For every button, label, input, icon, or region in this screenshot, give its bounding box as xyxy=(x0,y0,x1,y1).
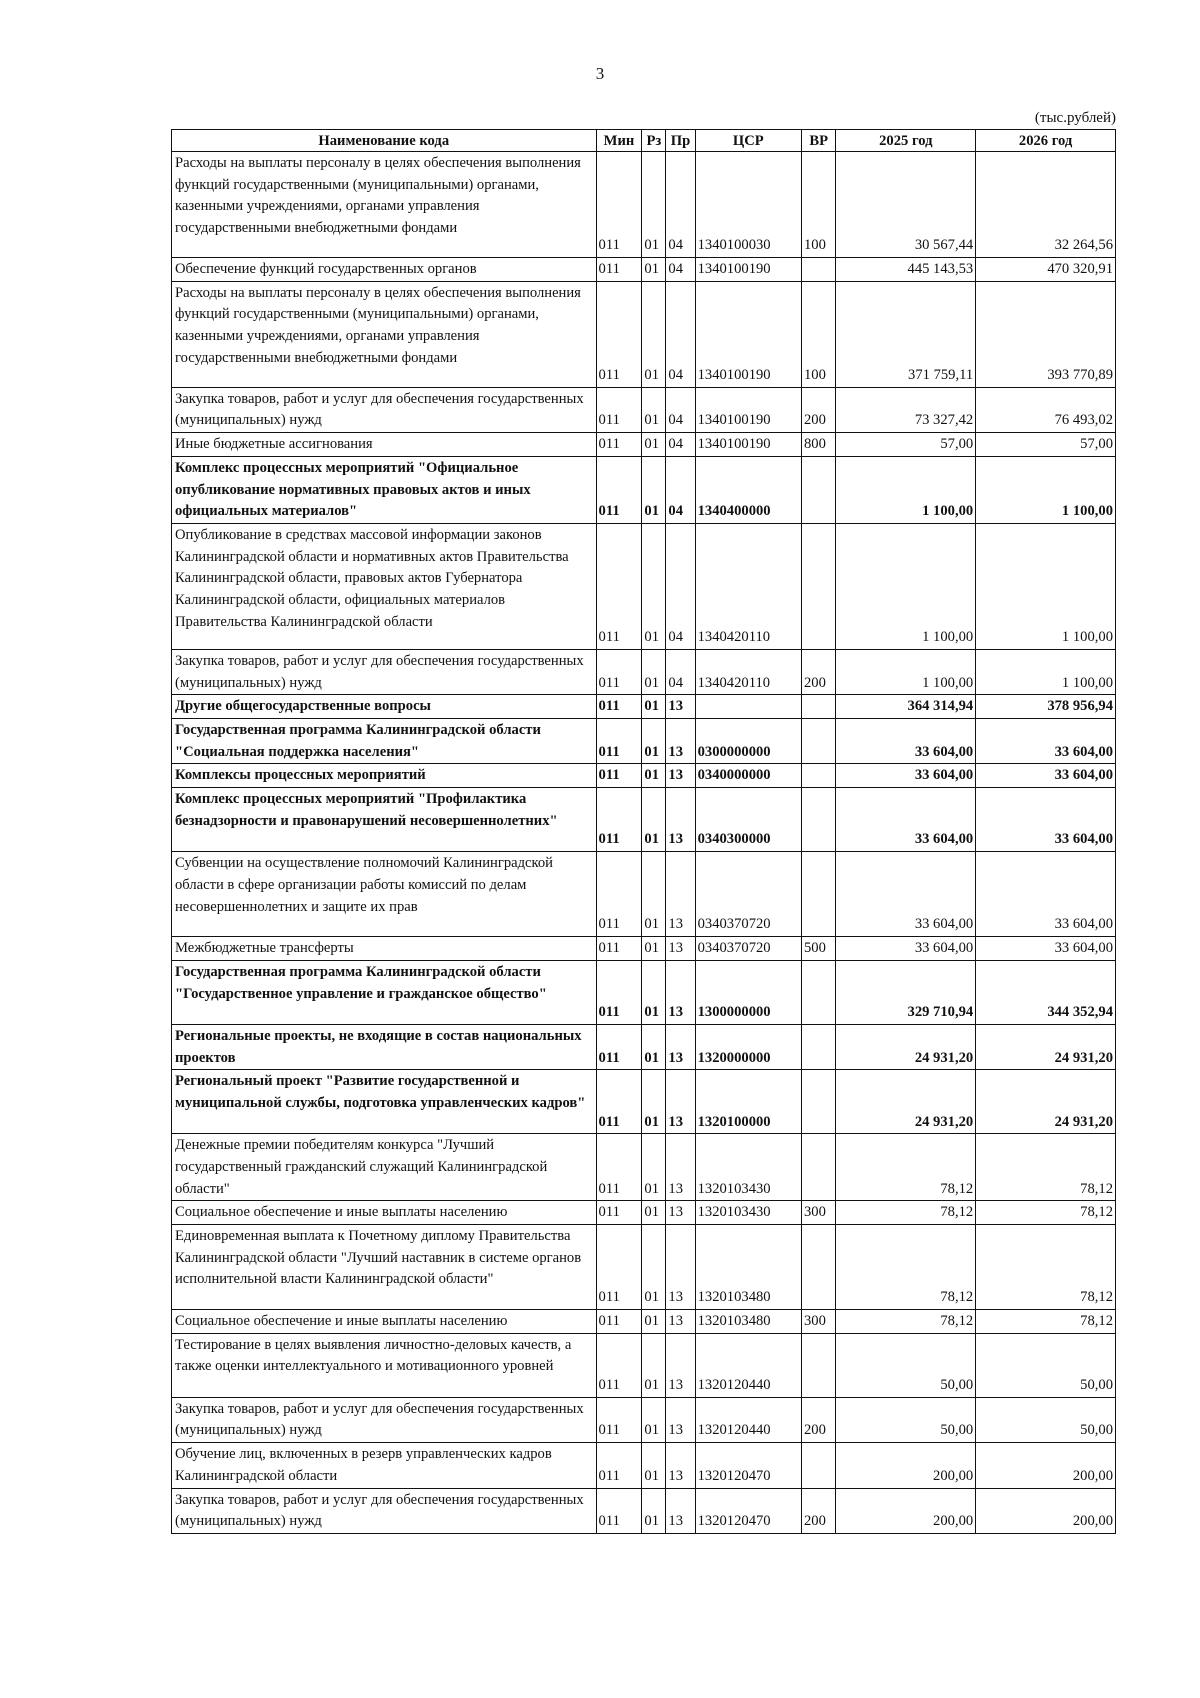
cell-min: 011 xyxy=(596,788,642,852)
cell-pr: 13 xyxy=(666,719,695,764)
cell-2026: 344 352,94 xyxy=(976,960,1116,1024)
cell-rz: 01 xyxy=(642,1225,666,1310)
header-rz: Рз xyxy=(642,130,666,152)
cell-2025: 24 931,20 xyxy=(836,1024,976,1069)
cell-vr xyxy=(802,523,836,649)
cell-2025: 200,00 xyxy=(836,1443,976,1488)
header-vr: ВР xyxy=(802,130,836,152)
cell-min: 011 xyxy=(596,433,642,457)
table-row xyxy=(172,1134,1116,1201)
table-row xyxy=(172,152,1116,258)
cell-vr: 500 xyxy=(802,937,836,961)
cell-min: 011 xyxy=(596,152,642,258)
cell-vr: 800 xyxy=(802,433,836,457)
cell-vr xyxy=(802,764,836,788)
header-name: Наименование кода xyxy=(172,130,597,152)
cell-vr: 100 xyxy=(802,281,836,387)
cell-vr xyxy=(802,1134,836,1201)
table-row xyxy=(172,1397,1116,1442)
cell-rz: 01 xyxy=(642,258,666,282)
cell-vr: 200 xyxy=(802,1488,836,1533)
cell-vr xyxy=(802,456,836,523)
cell-vr xyxy=(802,1024,836,1069)
cell-2025: 200,00 xyxy=(836,1488,976,1533)
cell-csr: 1340420110 xyxy=(695,649,801,694)
cell-min: 011 xyxy=(596,258,642,282)
cell-2026: 200,00 xyxy=(976,1443,1116,1488)
cell-2026: 57,00 xyxy=(976,433,1116,457)
header-2025: 2025 год xyxy=(836,130,976,152)
cell-rz: 01 xyxy=(642,1397,666,1442)
cell-rz: 01 xyxy=(642,788,666,852)
cell-2025: 78,12 xyxy=(836,1310,976,1334)
cell-min: 011 xyxy=(596,1070,642,1134)
cell-2026: 393 770,89 xyxy=(976,281,1116,387)
cell-pr: 13 xyxy=(666,1134,695,1201)
cell-2025: 33 604,00 xyxy=(836,764,976,788)
header-csr: ЦСР xyxy=(695,130,801,152)
cell-vr xyxy=(802,960,836,1024)
cell-pr: 13 xyxy=(666,1070,695,1134)
cell-min: 011 xyxy=(596,1134,642,1201)
table-row xyxy=(172,1310,1116,1334)
cell-pr: 04 xyxy=(666,649,695,694)
cell-csr: 1320103480 xyxy=(695,1310,801,1334)
budget-table xyxy=(171,129,1116,1534)
cell-2026: 1 100,00 xyxy=(976,523,1116,649)
cell-name: Закупка товаров, работ и услуг для обеспечения государственных (муниципальных) нужд xyxy=(172,1397,597,1442)
cell-pr: 13 xyxy=(666,1333,695,1397)
cell-csr: 1320100000 xyxy=(695,1070,801,1134)
cell-csr: 1340100190 xyxy=(695,433,801,457)
cell-min: 011 xyxy=(596,1201,642,1225)
cell-csr: 1320120440 xyxy=(695,1397,801,1442)
cell-vr: 200 xyxy=(802,1397,836,1442)
cell-vr xyxy=(802,788,836,852)
cell-2026: 78,12 xyxy=(976,1134,1116,1201)
cell-2026: 32 264,56 xyxy=(976,152,1116,258)
cell-vr xyxy=(802,1225,836,1310)
cell-name: Опубликование в средствах массовой информации законов Калининградской области и нормативных актов Правительства Калининградской области, правовых актов Губернатора Калининградской области, официальных материалов Правительства Калининградской области xyxy=(172,523,597,649)
cell-2025: 73 327,42 xyxy=(836,387,976,432)
cell-rz: 01 xyxy=(642,960,666,1024)
cell-pr: 04 xyxy=(666,281,695,387)
cell-2025: 24 931,20 xyxy=(836,1070,976,1134)
cell-name: Денежные премии победителям конкурса "Лучший государственный гражданский служащий Калининградской области" xyxy=(172,1134,597,1201)
cell-min: 011 xyxy=(596,764,642,788)
cell-2026: 33 604,00 xyxy=(976,937,1116,961)
table-row xyxy=(172,281,1116,387)
cell-name: Государственная программа Калининградской области "Государственное управление и гражданское общество" xyxy=(172,960,597,1024)
cell-pr: 13 xyxy=(666,1310,695,1334)
table-row xyxy=(172,960,1116,1024)
cell-2025: 30 567,44 xyxy=(836,152,976,258)
cell-name: Обеспечение функций государственных органов xyxy=(172,258,597,282)
cell-2026: 50,00 xyxy=(976,1333,1116,1397)
cell-csr: 1320120470 xyxy=(695,1488,801,1533)
cell-rz: 01 xyxy=(642,1134,666,1201)
table-row xyxy=(172,764,1116,788)
cell-vr xyxy=(802,258,836,282)
cell-csr: 1340100190 xyxy=(695,387,801,432)
cell-csr: 1320000000 xyxy=(695,1024,801,1069)
cell-name: Социальное обеспечение и иные выплаты населению xyxy=(172,1310,597,1334)
cell-name: Обучение лиц, включенных в резерв управленческих кадров Калининградской области xyxy=(172,1443,597,1488)
cell-rz: 01 xyxy=(642,764,666,788)
cell-2026: 33 604,00 xyxy=(976,764,1116,788)
cell-csr: 1340100190 xyxy=(695,281,801,387)
cell-csr: 0300000000 xyxy=(695,719,801,764)
cell-2025: 445 143,53 xyxy=(836,258,976,282)
cell-csr: 0340300000 xyxy=(695,788,801,852)
cell-2026: 24 931,20 xyxy=(976,1070,1116,1134)
cell-2025: 33 604,00 xyxy=(836,719,976,764)
header-pr: Пр xyxy=(666,130,695,152)
cell-name: Иные бюджетные ассигнования xyxy=(172,433,597,457)
table-row xyxy=(172,258,1116,282)
cell-csr: 0340370720 xyxy=(695,937,801,961)
cell-2025: 50,00 xyxy=(836,1397,976,1442)
cell-vr: 300 xyxy=(802,1201,836,1225)
cell-rz: 01 xyxy=(642,387,666,432)
cell-name: Расходы на выплаты персоналу в целях обеспечения выполнения функций государственными (муниципальными) органами, казенными учреждениями, органами управления государственными внебюджетными фондами xyxy=(172,152,597,258)
cell-2025: 1 100,00 xyxy=(836,456,976,523)
cell-pr: 13 xyxy=(666,788,695,852)
cell-rz: 01 xyxy=(642,1443,666,1488)
cell-2025: 78,12 xyxy=(836,1225,976,1310)
cell-2026: 24 931,20 xyxy=(976,1024,1116,1069)
table-row xyxy=(172,433,1116,457)
cell-min: 011 xyxy=(596,649,642,694)
cell-rz: 01 xyxy=(642,1201,666,1225)
cell-rz: 01 xyxy=(642,1333,666,1397)
cell-rz: 01 xyxy=(642,281,666,387)
cell-csr: 1320103430 xyxy=(695,1201,801,1225)
cell-name: Региональный проект "Развитие государственной и муниципальной службы, подготовка управленческих кадров" xyxy=(172,1070,597,1134)
cell-2025: 78,12 xyxy=(836,1134,976,1201)
cell-pr: 04 xyxy=(666,152,695,258)
cell-csr: 1320103480 xyxy=(695,1225,801,1310)
cell-2026: 78,12 xyxy=(976,1310,1116,1334)
cell-2026: 76 493,02 xyxy=(976,387,1116,432)
cell-pr: 13 xyxy=(666,1397,695,1442)
cell-rz: 01 xyxy=(642,1024,666,1069)
cell-2026: 33 604,00 xyxy=(976,852,1116,937)
cell-min: 011 xyxy=(596,1225,642,1310)
cell-csr: 1340400000 xyxy=(695,456,801,523)
cell-2026: 33 604,00 xyxy=(976,719,1116,764)
table-row xyxy=(172,788,1116,852)
cell-pr: 13 xyxy=(666,695,695,719)
cell-pr: 13 xyxy=(666,960,695,1024)
table-row xyxy=(172,649,1116,694)
cell-2025: 371 759,11 xyxy=(836,281,976,387)
cell-min: 011 xyxy=(596,1443,642,1488)
cell-pr: 13 xyxy=(666,1488,695,1533)
cell-csr: 1300000000 xyxy=(695,960,801,1024)
cell-min: 011 xyxy=(596,1488,642,1533)
cell-name: Другие общегосударственные вопросы xyxy=(172,695,597,719)
cell-name: Комплекс процессных мероприятий "Официальное опубликование нормативных правовых актов и иных официальных материалов" xyxy=(172,456,597,523)
cell-rz: 01 xyxy=(642,852,666,937)
cell-name: Расходы на выплаты персоналу в целях обеспечения выполнения функций государственными (муниципальными) органами, казенными учреждениями, органами управления государственными внебюджетными фондами xyxy=(172,281,597,387)
cell-min: 011 xyxy=(596,937,642,961)
cell-vr: 200 xyxy=(802,649,836,694)
table-row xyxy=(172,1024,1116,1069)
cell-2026: 33 604,00 xyxy=(976,788,1116,852)
cell-2026: 470 320,91 xyxy=(976,258,1116,282)
table-row xyxy=(172,1443,1116,1488)
cell-2025: 33 604,00 xyxy=(836,937,976,961)
table-row xyxy=(172,456,1116,523)
cell-pr: 13 xyxy=(666,764,695,788)
cell-min: 011 xyxy=(596,719,642,764)
cell-vr xyxy=(802,719,836,764)
cell-2025: 78,12 xyxy=(836,1201,976,1225)
cell-rz: 01 xyxy=(642,523,666,649)
cell-name: Субвенции на осуществление полномочий Калининградской области в сфере организации работы комиссий по делам несовершеннолетних и защите их прав xyxy=(172,852,597,937)
cell-name: Закупка товаров, работ и услуг для обеспечения государственных (муниципальных) нужд xyxy=(172,387,597,432)
cell-pr: 13 xyxy=(666,852,695,937)
table-row xyxy=(172,1225,1116,1310)
cell-pr: 04 xyxy=(666,387,695,432)
table-row xyxy=(172,695,1116,719)
header-2026: 2026 год xyxy=(976,130,1116,152)
cell-2025: 1 100,00 xyxy=(836,523,976,649)
cell-pr: 04 xyxy=(666,456,695,523)
cell-vr: 100 xyxy=(802,152,836,258)
cell-pr: 04 xyxy=(666,523,695,649)
cell-2026: 200,00 xyxy=(976,1488,1116,1533)
cell-2026: 78,12 xyxy=(976,1201,1116,1225)
units-label: (тыс.рублей) xyxy=(1034,110,1116,126)
cell-csr: 1320120470 xyxy=(695,1443,801,1488)
cell-min: 011 xyxy=(596,387,642,432)
table-row xyxy=(172,852,1116,937)
cell-min: 011 xyxy=(596,960,642,1024)
cell-vr: 300 xyxy=(802,1310,836,1334)
cell-pr: 13 xyxy=(666,1225,695,1310)
table-header-row xyxy=(172,130,1116,152)
cell-2025: 1 100,00 xyxy=(836,649,976,694)
cell-min: 011 xyxy=(596,281,642,387)
cell-2026: 378 956,94 xyxy=(976,695,1116,719)
cell-min: 011 xyxy=(596,852,642,937)
cell-vr xyxy=(802,1070,836,1134)
cell-2025: 33 604,00 xyxy=(836,852,976,937)
cell-csr: 1320103430 xyxy=(695,1134,801,1201)
cell-2025: 57,00 xyxy=(836,433,976,457)
cell-min: 011 xyxy=(596,1397,642,1442)
cell-name: Закупка товаров, работ и услуг для обеспечения государственных (муниципальных) нужд xyxy=(172,1488,597,1533)
cell-pr: 04 xyxy=(666,258,695,282)
cell-name: Социальное обеспечение и иные выплаты населению xyxy=(172,1201,597,1225)
cell-csr: 0340370720 xyxy=(695,852,801,937)
cell-rz: 01 xyxy=(642,433,666,457)
cell-2026: 1 100,00 xyxy=(976,649,1116,694)
table-row xyxy=(172,387,1116,432)
cell-csr: 0340000000 xyxy=(695,764,801,788)
cell-min: 011 xyxy=(596,1024,642,1069)
cell-name: Комплексы процессных мероприятий xyxy=(172,764,597,788)
cell-min: 011 xyxy=(596,456,642,523)
cell-csr xyxy=(695,695,801,719)
cell-vr xyxy=(802,1333,836,1397)
cell-rz: 01 xyxy=(642,1070,666,1134)
header-min: Мин xyxy=(596,130,642,152)
cell-vr xyxy=(802,852,836,937)
cell-vr: 200 xyxy=(802,387,836,432)
cell-vr xyxy=(802,695,836,719)
cell-2026: 50,00 xyxy=(976,1397,1116,1442)
cell-name: Государственная программа Калининградской области "Социальная поддержка населения" xyxy=(172,719,597,764)
cell-rz: 01 xyxy=(642,937,666,961)
cell-csr: 1320120440 xyxy=(695,1333,801,1397)
page-number: 3 xyxy=(595,64,605,83)
table-row xyxy=(172,937,1116,961)
cell-min: 011 xyxy=(596,523,642,649)
cell-min: 011 xyxy=(596,1310,642,1334)
cell-csr: 1340100030 xyxy=(695,152,801,258)
cell-2025: 33 604,00 xyxy=(836,788,976,852)
cell-pr: 13 xyxy=(666,1024,695,1069)
cell-rz: 01 xyxy=(642,1310,666,1334)
table-row xyxy=(172,523,1116,649)
cell-rz: 01 xyxy=(642,719,666,764)
cell-rz: 01 xyxy=(642,152,666,258)
cell-2026: 78,12 xyxy=(976,1225,1116,1310)
cell-rz: 01 xyxy=(642,1488,666,1533)
table-body xyxy=(172,152,1116,1534)
cell-name: Тестирование в целях выявления личностно-деловых качеств, а также оценки интеллектуального и мотивационного уровней xyxy=(172,1333,597,1397)
cell-name: Закупка товаров, работ и услуг для обеспечения государственных (муниципальных) нужд xyxy=(172,649,597,694)
cell-pr: 13 xyxy=(666,937,695,961)
table-row xyxy=(172,1070,1116,1134)
cell-2026: 1 100,00 xyxy=(976,456,1116,523)
cell-rz: 01 xyxy=(642,649,666,694)
cell-pr: 13 xyxy=(666,1201,695,1225)
cell-2025: 364 314,94 xyxy=(836,695,976,719)
cell-csr: 1340100190 xyxy=(695,258,801,282)
cell-rz: 01 xyxy=(642,456,666,523)
cell-name: Единовременная выплата к Почетному диплому Правительства Калининградской области "Лучший наставник в системе органов исполнительной власти Калининградской области" xyxy=(172,1225,597,1310)
cell-min: 011 xyxy=(596,1333,642,1397)
cell-rz: 01 xyxy=(642,695,666,719)
cell-csr: 1340420110 xyxy=(695,523,801,649)
cell-vr xyxy=(802,1443,836,1488)
cell-2025: 50,00 xyxy=(836,1333,976,1397)
table-row xyxy=(172,1201,1116,1225)
table-row xyxy=(172,719,1116,764)
cell-pr: 13 xyxy=(666,1443,695,1488)
cell-pr: 04 xyxy=(666,433,695,457)
cell-name: Региональные проекты, не входящие в состав национальных проектов xyxy=(172,1024,597,1069)
cell-2025: 329 710,94 xyxy=(836,960,976,1024)
table-row xyxy=(172,1488,1116,1533)
cell-min: 011 xyxy=(596,695,642,719)
table-row xyxy=(172,1333,1116,1397)
cell-name: Межбюджетные трансферты xyxy=(172,937,597,961)
cell-name: Комплекс процессных мероприятий "Профилактика безнадзорности и правонарушений несовершеннолетних" xyxy=(172,788,597,852)
